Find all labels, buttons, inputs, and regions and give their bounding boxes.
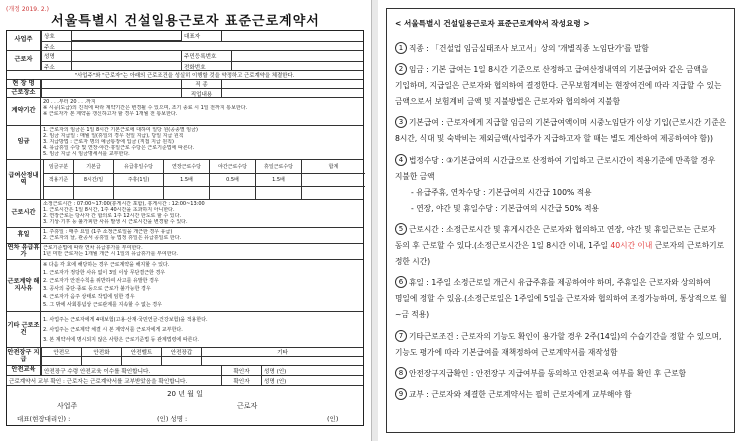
termination-line: 2. 근로자가 안전수칙을 위반하여 사고를 유발한 경우 <box>43 278 159 284</box>
safety-edu-label: 안전교육 <box>7 366 41 375</box>
wage-line: 1. 근로자의 임금은 1일 8시간 기본근로에 대하여 일당 원(공종별 임금) <box>43 127 198 133</box>
guide-item-text: 법정수당 : ③기본급여의 시간급으로 산정하여 기입하고 근로시간이 적용기준에 만족할 경우 지불한 금액 <box>395 155 716 181</box>
hours-line: 소정근로시간 : 07:00~17:00(휴게시간 포함), 휴게시간 : 12:00~13:00 <box>43 201 205 207</box>
item-number: 9 <box>395 388 407 400</box>
safety-item-shoes: 안전화 <box>81 348 121 357</box>
employer-rep-label: 대표자 <box>181 31 221 41</box>
termination-label: 근로계약 해지사유 <box>7 260 41 311</box>
wage-amount-cell[interactable] <box>163 187 209 200</box>
guide-item-highlight: 40시간 이내 <box>610 241 653 251</box>
safety-item-helmet: 안전모 <box>41 348 81 357</box>
period-text <box>43 99 361 117</box>
guide-item-text: 교부 : 근로자와 체결한 근로계약서는 필히 근로자에게 교부해야 함 <box>409 389 632 399</box>
period-line: ※ 시공(도급)의 진척에 따라 계약기간은 변경될 수 있으며, 조기 종료 시 1일 전까지 통보한다. <box>43 105 248 111</box>
wage-amount-cell[interactable] <box>113 187 163 200</box>
wage-text <box>43 127 361 157</box>
guide-item <box>395 41 729 57</box>
employer-label: 사업주 <box>7 31 41 50</box>
guide-heading: < 서울특별시 건설일용근로자 표준근로계약서 작성요령 > <box>395 19 590 28</box>
item-number: 5 <box>395 223 407 235</box>
item-number: 1 <box>395 42 407 54</box>
holiday-line: 1. 주휴일 : 매주 요일 (1주 소정근로일을 개근한 경우 유급) <box>43 229 173 235</box>
hours-label: 근로시간 <box>7 200 41 227</box>
wage-head-cell: 임금구분 <box>43 160 73 174</box>
leave-label: 연차 유급휴가 <box>7 243 40 258</box>
wage-cell: 0.5배 <box>209 174 255 187</box>
wage-line: 5. 임금 지급 시 임금명세서를 교부한다. <box>43 151 130 157</box>
etc-row <box>7 312 363 348</box>
termination-line: 3. 공사의 중단·종료 등으로 근로가 불가능한 경우 <box>43 286 151 292</box>
job-desc-field[interactable] <box>221 89 363 98</box>
wage-head-cell: 연장근로수당 <box>163 160 209 174</box>
employer-address-field[interactable] <box>71 41 363 51</box>
guide-list <box>395 41 729 408</box>
guide-subitem <box>395 185 729 201</box>
guide-item-text: 안전장구지급확인 : 안전장구 지급여부를 동의하고 안전교육 여부를 확인 후 근로함 <box>409 368 687 378</box>
safety-gear-label: 안전장구 지급 <box>7 348 41 365</box>
worker-name-field[interactable] <box>71 51 181 61</box>
safety-check-box[interactable] <box>41 357 81 366</box>
guide-item <box>395 275 729 323</box>
wage-cell: 주휴(1일) <box>113 174 163 187</box>
item-number: 3 <box>395 116 407 128</box>
worker-phone-field[interactable] <box>231 61 363 71</box>
etc-line: 1. 사업주는 근로자에게 4대보험(고용·산재·국민연금·건강보험)을 적용한다. <box>43 317 208 323</box>
confirm-label: 확인자 <box>221 366 261 375</box>
wage-line: 4. 유급휴일 수당 및 연장·야간·휴일근로 수당은 근로기준법에 따른다. <box>43 145 195 151</box>
employer-rep-field[interactable] <box>221 31 363 41</box>
guide-item <box>395 329 729 361</box>
wage-amount-cell[interactable] <box>73 187 113 200</box>
safety-item-other: 기타 <box>201 348 363 357</box>
revision-note: (개정 2019. 2.) <box>6 6 49 13</box>
receipt-text: 근로계약서 교부 확인 : 근로자는 근로계약서를 교부받았음을 확인합니다. <box>6 376 221 385</box>
guide-item <box>395 387 729 403</box>
wage-amount-cell[interactable] <box>43 187 73 200</box>
termination-row <box>7 260 363 312</box>
period-line: ※ 근로자가 본 계약을 갱신하고자 할 경우 1개월 전 통보한다. <box>43 111 178 117</box>
item-number: 8 <box>395 367 407 379</box>
guide-box <box>386 8 735 433</box>
etc-line: 2. 사업주는 근로계약 체결 시 본 계약서를 근로자에게 교부한다. <box>43 327 183 333</box>
wage-cell[interactable] <box>301 174 365 187</box>
guide-subitem-text: - 연장, 야간 및 휴일수당 : 기본급여의 시간급 50% 적용 <box>411 203 599 213</box>
wage-cell: 1.5배 <box>255 174 301 187</box>
worker-rrn-field[interactable] <box>231 51 363 61</box>
contract-form <box>6 30 364 426</box>
guide-page <box>378 0 743 441</box>
wage-amount-cell[interactable] <box>255 187 301 200</box>
sign-seal[interactable]: (인) <box>327 415 339 423</box>
wage-head-cell: 유급휴일수당 <box>113 160 163 174</box>
period-line: 20 . . .부터 20 . . .까지 <box>43 99 96 105</box>
worker-phone-label: 전화번호 <box>181 61 231 71</box>
guide-subitem <box>395 201 729 217</box>
item-number: 7 <box>395 330 407 342</box>
guide-subitem-text: - 유급주휴, 연차수당 : 기본급여의 시간급 100% 적용 <box>411 187 592 197</box>
item-number: 6 <box>395 276 407 288</box>
leave-line: 1년 미만 근로자는 1개월 개근 시 1일의 유급휴가를 부여한다. <box>43 251 178 257</box>
etc-label: 기타 근로조건 <box>7 312 41 347</box>
wage-head-cell: 휴일근로수당 <box>255 160 301 174</box>
guide-item-text: 기본급여 : 근로자에게 지급할 임금의 기본급여액이며 시중노임단가 이상 기입(근로시간 기준은 8시간, 식대 및 숙박비는 제외금액(사업주가 지급하고자 할 때는 별도 계산하여 제공하여야 함)) <box>395 118 727 144</box>
job-label: 직 종 <box>181 80 221 89</box>
hours-line: 2. 연장근로는 당사자 간 합의로 1주 12시간 한도로 할 수 있다. <box>43 213 182 219</box>
termination-line: 4. 근로자가 음주 상태로 작업에 임한 경우 <box>43 294 135 300</box>
sign-employer-label: 사업주 <box>57 402 78 410</box>
employer-name-label: 상호 <box>41 31 71 41</box>
wage-amount-cell[interactable] <box>209 187 255 200</box>
termination-line: 1. 근로자가 정당한 사유 없이 3일 이상 무단결근한 경우 <box>43 270 166 276</box>
hours-line: 3. 기상·기후 등 불가피한 사유 발생 시 근로시간을 변경할 수 있다. <box>43 219 188 225</box>
wage-line: 2. 임금 지급일 : 매월 일(휴일의 경우 전일 지급), 당일 지급 원칙 <box>43 133 184 139</box>
item-number: 4 <box>395 154 407 166</box>
worker-row <box>7 51 363 71</box>
termination-line: 5. 그 밖에 사회통념상 근로관계를 지속할 수 없는 경우 <box>43 302 162 308</box>
site-row <box>7 80 363 98</box>
safety-edu-row <box>7 366 363 376</box>
worker-name-label: 성명 <box>41 51 71 61</box>
wage-head-cell: 합계 <box>301 160 365 174</box>
site-label: 현 장 명 <box>7 80 41 89</box>
guide-item-text: 휴일 : 1주일 소정근로일 개근시 유급주휴를 제공하여야 하며, 주휴일은 근로자와 상의하여 명일에 정할 수 있음.(소정근로일은 1주일에 5일을 근로자와 협의하여 조정가능하며, 통상적으로 월~금 적용) <box>395 278 727 320</box>
receipt-row <box>7 376 363 386</box>
guide-item-text: 직종 : 「건설업 임금실태조사 보고서」상의 '개별직종 노임단가'를 말함 <box>409 44 649 53</box>
guide-item-text: 임금 : 기본 급여는 1일 8시간 기준으로 산정하고 급여산정내역의 기본급여와 같은 금액을 기입하며, 지급일은 근로자와 협의하여 결정한다. 근무보험계비는 현장여건에 따라 지급할 수 있는 금액으로서 보험계비 금액 및 지불방법은 근로자와 협의하여 지불함 <box>395 65 722 107</box>
safety-check-box[interactable] <box>81 357 121 366</box>
wage-table-label: 급여산정내역 <box>7 160 41 199</box>
holiday-text <box>43 229 361 241</box>
hours-text <box>43 201 361 225</box>
safety-check-box[interactable] <box>161 357 201 366</box>
sign-name-label: (인) 성명 : <box>157 415 188 423</box>
worker-address-field[interactable] <box>71 61 181 71</box>
holiday-line: 2. 근로자의 날, 관공서 공휴일 등 법정 휴일은 유급휴일로 한다. <box>43 235 182 241</box>
guide-item-text: 기타근로조건 : 근로자의 기능도 확인이 용가할 경우 2주(14일)의 수습기간을 정할 수 있으며, 기능도 평가에 따라 기본급여를 재책정하여 근로계약서를 재작성함 <box>395 331 722 357</box>
worker-address-label: 주소 <box>41 61 71 71</box>
sign-worker-label: 근로자 <box>237 402 258 410</box>
period-row <box>7 98 363 126</box>
safety-gear-row <box>7 348 363 366</box>
wage-cell: 적용기준 <box>43 174 73 187</box>
etc-line: 3. 본 계약서에 명시되지 않은 사항은 근로기준법 등 관계법령에 따른다. <box>43 337 199 343</box>
guide-item-text: 근로자의 근로하기로 정한 시간) <box>395 241 725 267</box>
wage-cell: 1.5배 <box>163 174 209 187</box>
guide-item <box>395 153 729 185</box>
hours-line: 1. 근로시간은 1일 8시간, 1주 40시간을 초과하지 아니한다. <box>43 207 175 213</box>
safety-item-gloves: 안전장갑 <box>161 348 201 357</box>
contract-date: 20 년 월 일 <box>167 390 203 398</box>
wage-table-row <box>7 160 363 200</box>
wage-label: 임금 <box>7 126 41 159</box>
guide-item <box>395 62 729 110</box>
worker-label: 근로자 <box>7 51 41 70</box>
item-number: 2 <box>395 63 407 75</box>
wage-amount-cell[interactable] <box>301 187 365 200</box>
job-desc-label: 직업내용 <box>181 89 221 98</box>
safety-edu-text: 안전장구 수령 안전교육 이수를 확인합니다. <box>41 366 221 375</box>
contract-title: 서울특별시 건설일용근로자 표준근로계약서 <box>51 14 320 29</box>
guide-item-text: 근로시간 : 소정근로시간 및 휴게시간은 근로자와 협의하고 연장, 야간 및 휴일근로는 근로자 동의 후 근로할 수 있다.(소정근로시간은 1일 8시간 이내, 1주일 <box>395 224 716 251</box>
leave-text <box>43 245 361 257</box>
confirm-signature[interactable]: 성명 (인) <box>261 366 363 375</box>
wage-row <box>7 126 363 160</box>
work-place-field[interactable] <box>41 89 181 98</box>
work-place-label: 근로장소 <box>7 89 41 98</box>
employer-name-field[interactable] <box>71 31 181 41</box>
termination-line: ※ 다음 각 호에 해당하는 경우 근로계약을 해지할 수 있다. <box>43 262 170 268</box>
safety-check-box[interactable] <box>121 357 161 366</box>
leave-row <box>7 244 363 260</box>
guide-item <box>395 222 729 270</box>
receipt-signature[interactable]: 성명 (인) <box>261 376 363 385</box>
etc-text <box>43 315 361 345</box>
leave-line: 근로기준법에 따라 연차 유급휴가를 부여한다. <box>43 245 143 251</box>
sign-rep-label: 대표(현장대리인) : <box>17 415 71 423</box>
worker-rrn-label: 주민등록번호 <box>181 51 231 61</box>
receipt-confirm-label: 확인자 <box>221 376 261 385</box>
holiday-label: 휴일 <box>7 228 41 243</box>
guide-item <box>395 366 729 382</box>
employer-row <box>7 31 363 51</box>
wage-cell: 8시간/일 <box>73 174 113 187</box>
termination-text <box>43 261 361 309</box>
wage-table <box>43 160 363 199</box>
contract-notice: "사업주"와 "근로자"는 아래의 근로조건을 성실히 이행할 것을 약정하고 근로계약을 체결한다. <box>74 73 295 79</box>
wage-head-cell: 야간근로수당 <box>209 160 255 174</box>
wage-head-cell: 기본급 <box>73 160 113 174</box>
safety-item-belt: 안전벨트 <box>121 348 161 357</box>
wage-line: 3. 지급방법 : 근로자 명의 예금통장에 입금 (직접 지급 원칙) <box>43 139 174 145</box>
period-label: 계약기간 <box>7 98 41 125</box>
hours-row <box>7 200 363 228</box>
safety-check-box[interactable] <box>201 357 363 366</box>
guide-item <box>395 115 729 147</box>
job-field[interactable] <box>221 80 363 89</box>
employer-address-label: 주소 <box>41 41 71 51</box>
contract-notice-row <box>7 71 363 80</box>
site-field[interactable] <box>41 80 181 89</box>
holiday-row <box>7 228 363 244</box>
